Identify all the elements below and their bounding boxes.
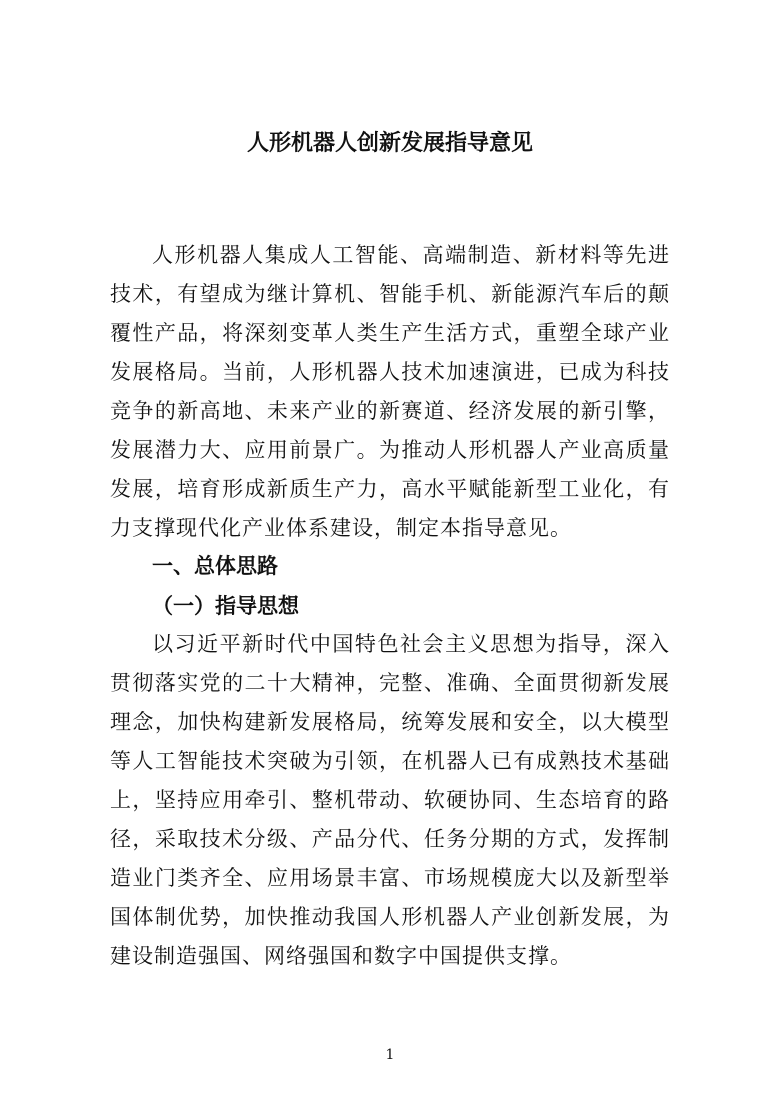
section-heading-overall-approach: 一、总体思路 [152,554,278,578]
guiding-ideology-paragraph: 以习近平新时代中国特色社会主义思想为指导，深入贯彻落实党的二十大精神，完整、准确、全面贯彻新发展理念，加快构建新发展格局，统筹发展和安全，以大模型等人工智能技术突破为引领，在机器人已有成熟技术基础上，坚持应用牵引、整机带动、软硬协同、生态培育的路径，采取技术分级、产品分代、任务分期的方式，发挥制造业门类齐全、应用场景丰富、市场规模庞大以及新型举国体制优势，加快推动我国人形机器人产业创新发展，为建设制造强国、网络强国和数字中国提供支撑。 [110,632,670,968]
document-title: 人形机器人创新发展指导意见 [246,130,533,156]
subsection-heading-guiding-ideology: （一）指导思想 [152,593,299,618]
intro-paragraph: 人形机器人集成人工智能、高端制造、新材料等先进技术，有望成为继计算机、智能手机、新能源汽车后的颠覆性产品，将深刻变革人类生产生活方式，重塑全球产业发展格局。当前，人形机器人技术加速演进，已成为科技竞争的新高地、未来产业的新赛道、经济发展的新引擎，发展潜力大、应用前景广。为推动人形机器人产业高质量发展，培育形成新质生产力，高水平赋能新型工业化，有力支撑现代化产业体系建设，制定本指导意见。 [110,243,670,540]
page-number: 1 [385,1047,395,1063]
